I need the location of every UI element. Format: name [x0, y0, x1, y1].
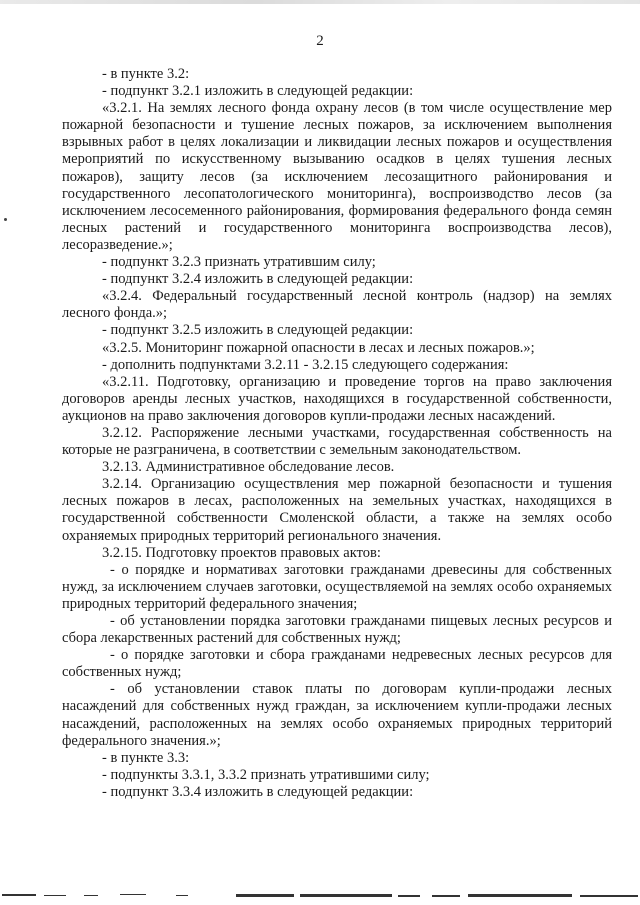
paragraph-subitems-3-3-1-2: - подпункты 3.3.1, 3.3.2 признать утратившими силу; — [102, 766, 430, 783]
paragraph-bullet-non-wood: - о порядке заготовки и сбора гражданами недревесных лесных ресурсов для собственных нужд; — [62, 647, 612, 681]
paragraph-subitem-3-2-5-intro: - подпункт 3.2.5 изложить в следующей редакции: — [102, 322, 414, 339]
paragraph-subitem-3-2-1-intro: - подпункт 3.2.1 изложить в следующей редакции: — [102, 83, 414, 100]
paragraph-subitem-3-3-4: - подпункт 3.3.4 изложить в следующей редакции: — [102, 783, 414, 800]
paragraph-bullet-food-resources: - об установлении порядка заготовки гражданами пищевых лесных ресурсов и сбора лекарственных растений для собственных нужд; — [62, 613, 612, 647]
paragraph-subitem-3-2-3: - подпункт 3.2.3 признать утратившим силу; — [102, 254, 376, 271]
document-body — [62, 66, 612, 801]
paragraph-subitem-3-2-13: 3.2.13. Административное обследование лесов. — [102, 459, 395, 476]
page-number: 2 — [316, 33, 324, 49]
paragraph-bullet-wood: - о порядке и нормативах заготовки гражданами древесины для собственных нужд, за исключением случаев заготовки, осуществляемой на землях особо охраняемых природных территорий федерального значения; — [62, 561, 612, 612]
paragraph-subitem-3-2-11: «3.2.11. Подготовку, организацию и проведение торгов на право заключения договоров аренды лесных участков, находящихся в государственной собственности, аукционов на право заключения договоров купли-продажи лесных насаждений. — [62, 373, 612, 424]
paragraph-item-3-3: - в пункте 3.3: — [102, 749, 190, 766]
paragraph-bullet-rates: - об установлении ставок платы по договорам купли-продажи лесных насаждений для собственных нужд граждан, за исключением купли-продажи лесных насаждений, расположенных на землях особо охраняемых природных территорий федерального значения.»; — [62, 681, 612, 749]
paragraph-subitem-3-2-4-text: «3.2.4. Федеральный государственный лесной контроль (надзор) на землях лесного фонда.»; — [62, 288, 612, 322]
paragraph-subitem-3-2-1-text: «3.2.1. На землях лесного фонда охрану лесов (в том числе осуществление мер пожарной безопасности и тушение лесных пожаров, за исключением выполнения взрывных работ в целях локализации и ликвидации лесных пожаров и осуществления мероприятий по искусственному вызыванию осадков в целях тушения лесных пожаров), защиту лесов (за исключением лесозащитного районирования и государственного лесопатологического мониторинга), воспроизводство лесов (за исключением лесосеменного районирования, формирования федерального фонда семян лесных растений и государственного мониторинга воспроизводства лесов), лесоразведение.»; — [62, 100, 612, 253]
paragraph-subitem-3-2-14: 3.2.14. Организацию осуществления мер пожарной безопасности и тушения лесных пожаров в лесах, расположенных на земельных участках, находящихся в государственной собственности Смоленской области, а также на землях особо охраняемых природных территорий регионального значения. — [62, 476, 612, 544]
paragraph-subitem-3-2-4-intro: - подпункт 3.2.4 изложить в следующей редакции: — [102, 271, 414, 288]
paragraph-subitem-3-2-5-text: «3.2.5. Мониторинг пожарной опасности в лесах и лесных пожаров.»; — [102, 339, 535, 356]
scan-bottom-edge — [0, 890, 640, 905]
scan-artifact-dot — [4, 218, 7, 221]
paragraph-subitem-3-2-12: 3.2.12. Распоряжение лесными участками, государственная собственность на которые не разграничена, в соответствии с земельным законодательством. — [62, 424, 612, 459]
paragraph-item-3-2: - в пункте 3.2: — [102, 66, 190, 82]
paragraph-add-subitems: - дополнить подпунктами 3.2.11 - 3.2.15 следующего содержания: — [102, 356, 509, 373]
scan-top-edge — [0, 0, 640, 4]
paragraph-subitem-3-2-15: 3.2.15. Подготовку проектов правовых актов: — [102, 544, 381, 561]
